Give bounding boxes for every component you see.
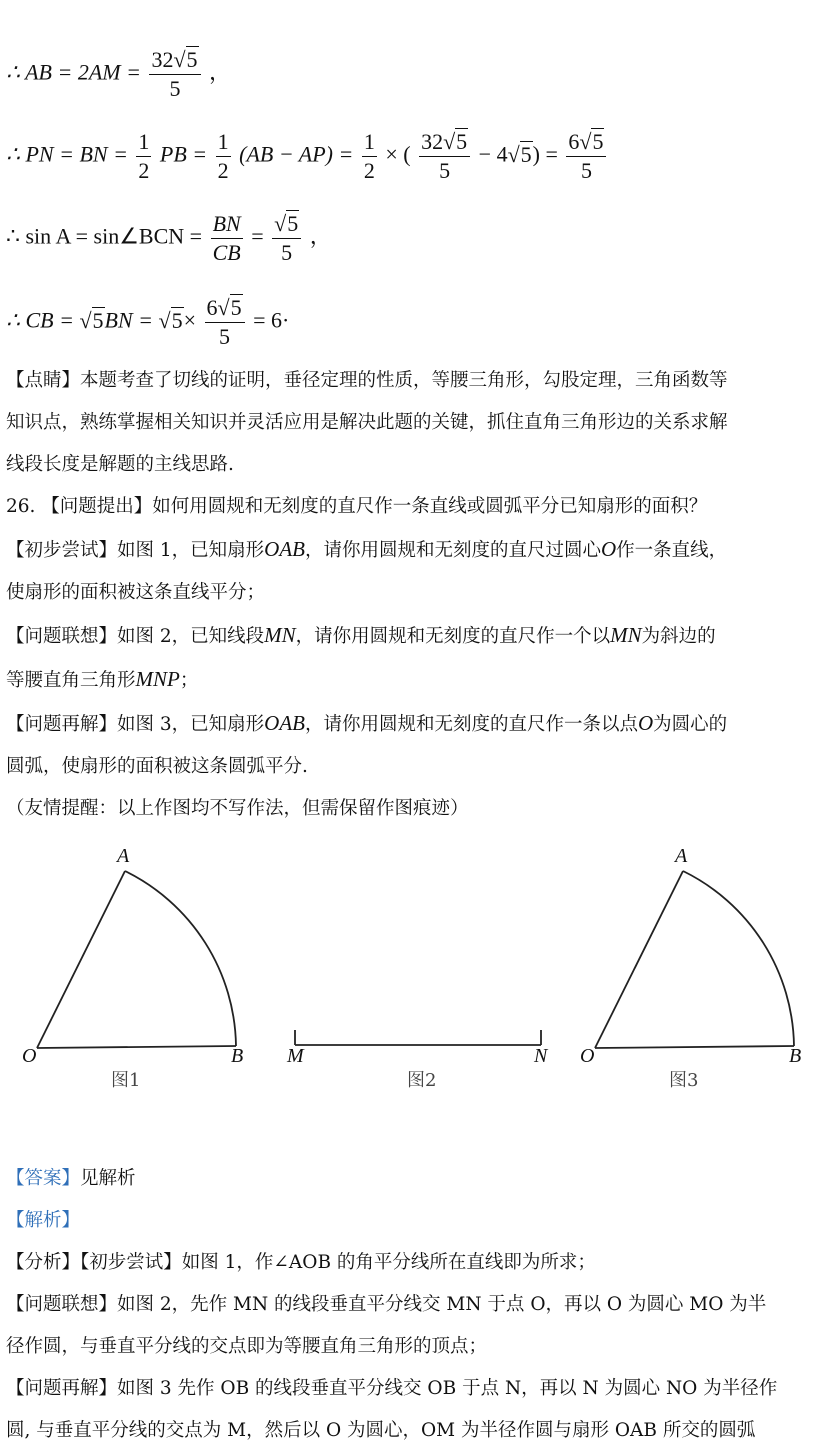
- comment-line-1: 【点睛】本题考查了切线的证明，垂径定理的性质，等腰三角形，勾股定理，三角函数等: [6, 370, 728, 391]
- step3-line-1: 【问题再解】如图 3，已知扇形OAB，请你用圆规和无刻度的直尺作一条以点O为圆心的: [6, 711, 728, 735]
- step2-line-1: 【问题联想】如图 2，已知线段MN，请你用圆规和无刻度的直尺作一个以MN为斜边的: [6, 623, 716, 647]
- figures-svg: [0, 830, 840, 1100]
- analysis-step2-line-2: 径作圆，与垂直平分线的交点即为等腰直角三角形的顶点；: [6, 1336, 488, 1357]
- fig1-ob-line: [37, 1046, 236, 1048]
- figure-2-segment: [295, 1030, 541, 1045]
- figure-1-sector: [37, 871, 236, 1048]
- fig3-caption: 图3: [669, 1070, 699, 1091]
- figure-3-sector: [595, 871, 794, 1048]
- analysis-step3-line-1: 【问题再解】如图 3 先作 OB 的线段垂直平分线交 OB 于点 N，再以 N 为圆心 NO 为半径作: [6, 1378, 778, 1399]
- equation-sin: ∴ sin A = sin∠BCN = $\frac{BN}{CB}$ = $\frac{√5}{5}$ ，: [6, 211, 332, 265]
- fig1-label-b: B: [231, 1045, 244, 1067]
- eq1-fraction: $\frac{32√5}{5}$: [149, 46, 200, 103]
- hint-line: （友情提醒：以上作图均不写作法，但需保留作图痕迹）: [6, 798, 469, 819]
- comment-line-2: 知识点，熟练掌握相关知识并灵活应用是解决此题的关键，抓住直角三角形边的关系求解: [6, 412, 728, 433]
- fig1-label-o: O: [22, 1045, 37, 1067]
- fig1-arc: [125, 871, 236, 1046]
- analysis-step2-line-1: 【问题联想】如图 2，先作 MN 的线段垂直平分线交 MN 于点 O，再以 O 为圆心 MO 为半: [6, 1294, 767, 1315]
- step1-line-2: 使扇形的面积被这条直线平分；: [6, 582, 266, 603]
- fig1-label-a: A: [117, 845, 130, 867]
- fig2-label-n: N: [534, 1045, 548, 1067]
- fenxi-tag: 【分析】: [6, 1252, 81, 1273]
- analysis-step1: 【分析】【初步尝试】如图 1，作∠AOB 的角平分线所在直线即为所求；: [6, 1252, 596, 1273]
- fig1-oa-line: [37, 871, 125, 1048]
- fig3-ob-line: [595, 1046, 794, 1048]
- step1-line-1: 【初步尝试】如图 1，已知扇形OAB，请你用圆规和无刻度的直尺过圆心O作一条直线，: [6, 537, 728, 561]
- question-title: 26. 【问题提出】如何用圆规和无刻度的直尺作一条直线或圆弧平分已知扇形的面积？: [6, 496, 708, 517]
- answer-section: [6, 1158, 836, 1452]
- equation-ab: ∴ AB = 2AM = $\frac{32√5}{5}$ ，: [6, 47, 232, 101]
- answer-tag: 【答案】: [6, 1168, 81, 1189]
- fig3-arc: [683, 871, 794, 1046]
- eq1-prefix: ∴ AB = 2AM =: [6, 59, 147, 85]
- equation-cb: ∴ CB = √5BN = √5× $\frac{6√5}{5}$ = 6·: [6, 295, 290, 349]
- comment-paragraph: [6, 360, 836, 830]
- analysis-line: [6, 1200, 836, 1242]
- comment-line-3: 线段长度是解题的主线思路.: [6, 454, 234, 475]
- step2-line-2: 等腰直角三角形MNP；: [6, 667, 199, 691]
- fig3-oa-line: [595, 871, 683, 1048]
- analysis-tag: 【解析】: [6, 1210, 81, 1231]
- fig2-label-m: M: [287, 1045, 304, 1067]
- fig3-label-a: A: [675, 845, 688, 867]
- answer-text: 见解析: [80, 1168, 136, 1189]
- fig1-caption: 图1: [111, 1070, 141, 1091]
- fig3-label-b: B: [789, 1045, 802, 1067]
- equation-pn: ∴ PN = BN = $\frac{1}{2}$ PB = $\frac{1}{2}$ (AB − AP) = $\frac{1}{2}$ × ( $\frac{32√5}{5}$ − 4√5) = $\frac{6√5}{5}$: [6, 128, 609, 185]
- analysis-step3-line-2: 圆, 与垂直平分线的交点为 M，然后以 O 为圆心，OM 为半径作圆与扇形 OAB 所交的圆弧: [6, 1420, 756, 1441]
- step3-line-2: 圆弧，使扇形的面积被这条圆弧平分.: [6, 756, 308, 777]
- answer-line: [6, 1158, 836, 1200]
- fig2-caption: 图2: [407, 1070, 437, 1091]
- fig3-label-o: O: [580, 1045, 595, 1067]
